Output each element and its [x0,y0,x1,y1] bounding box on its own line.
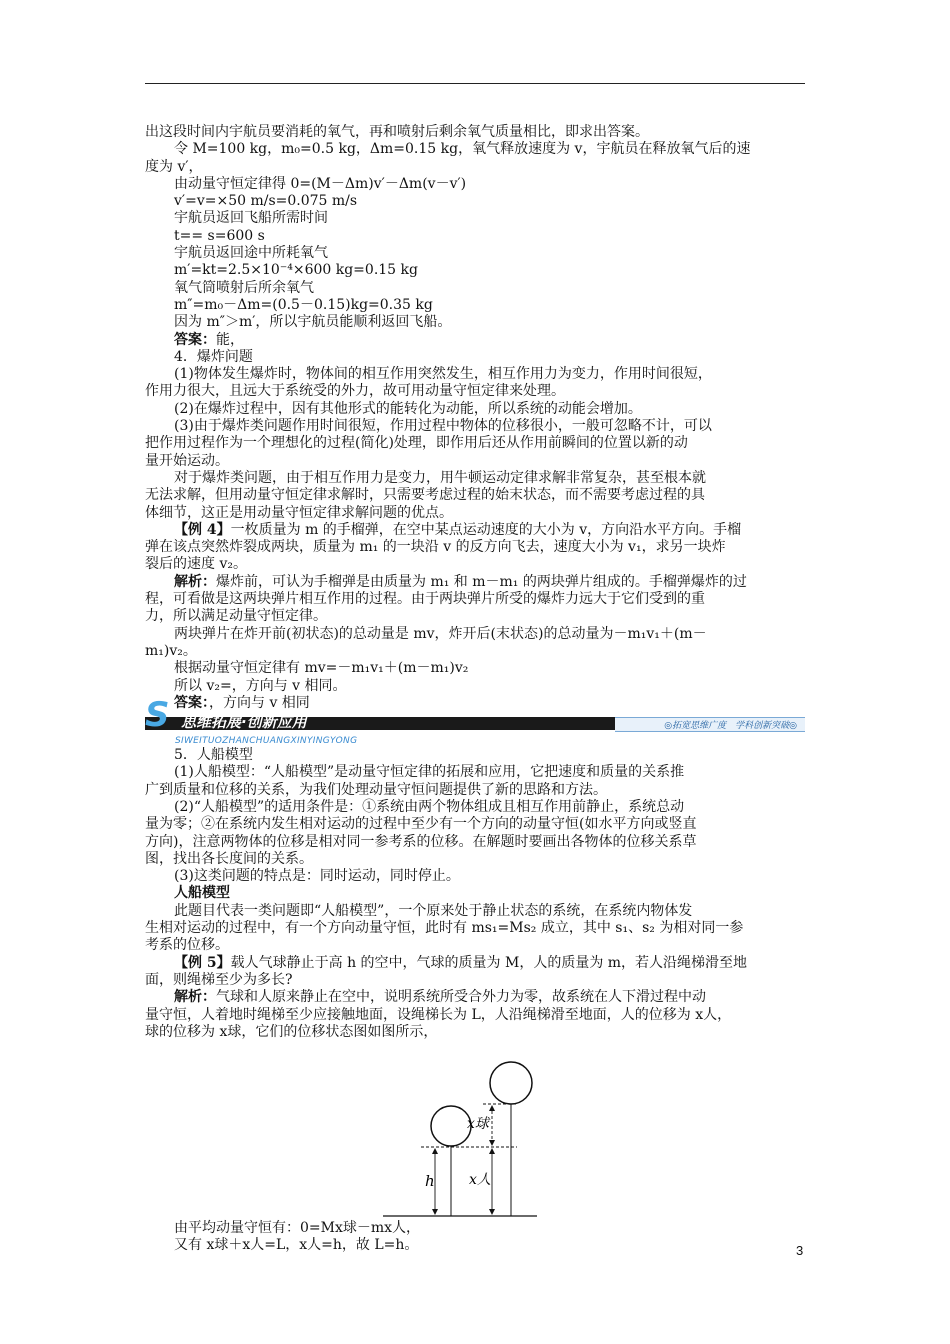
analysis-text: 爆炸前，可认为手榴弹是由质量为 m₁ 和 m－m₁ 的两块弹片组成的。手榴弹爆炸的过 [216,573,747,590]
text-line: 度为 v′， [145,158,203,175]
text-line: 作用力很大，且远大于系统受的外力，故可用动量守恒定律来处理。 [145,383,565,400]
text-line: 宇航员返回飞船所需时间 [174,210,328,227]
text-line: 由平均动量守恒有：0=Mx球－mx人， [174,1220,421,1237]
arrow-head [489,1148,495,1154]
example-text: 一枚质量为 m 的手榴弹，在空中某点运动速度的大小为 v，方向沿水平方向。手榴 [230,521,742,538]
text-line: 面，则绳梯至少为多长? [145,971,293,988]
text-line: 出这段时间内宇航员要消耗的氧气，再和喷射后剩余氧气质量相比，即求出答案。 [145,124,649,140]
answer-label: 答案： [174,331,216,348]
example-line [145,955,805,972]
text-line: 令 M=100 kg，m₀=0.5 kg，Δm=0.15 kg，氧气释放速度为 v，宇航员在释放氧气后的速 [174,141,751,158]
analysis-line [145,574,805,591]
text-line: 把作用过程作为一个理想化的过程(简化)处理，即作用后还从作用前瞬间的位置以新的动 [145,435,688,452]
text-line: 量为零；②在系统内发生相对运动的过程中至少有一个方向的动量守恒(如水平方向或竖直 [145,816,697,833]
example-label: 【例 4】 [174,521,231,538]
text-line: 根据动量守恒定律有 mv=－m₁v₁＋(m－m₁)v₂ [174,660,469,677]
analysis-label: 解析： [174,573,216,590]
arrow-head [432,1209,438,1215]
text-line: 力，所以满足动量守恒定律。 [145,608,327,625]
analysis-line [145,989,805,1006]
header-rule [145,83,805,84]
text-line: 对于爆炸类问题，由于相互作用力是变力，用牛顿运动定律求解非常复杂，甚至根本就 [174,469,706,486]
arrow-head [489,1105,495,1111]
text-line: 球的位移为 x球，它们的位移状态图如图所示， [145,1023,438,1040]
balloon-figure [145,1044,805,1220]
text-line: 所以 v₂=，方向与 v 相同。 [174,677,347,694]
text-line: (1)人船模型：“人船模型”是动量守恒定律的拓展和应用，它把速度和质量的关系推 [174,764,685,781]
text-line: 又有 x球＋x人=L，x人=h，故 L=h。 [174,1237,419,1254]
text-line: 宇航员返回途中所耗氧气 [174,245,328,262]
text-line: 图，找出各长度间的关系。 [145,850,313,867]
text-line: m₁)v₂。 [145,642,197,659]
text-line: (3)这类问题的特点是：同时运动，同时停止。 [174,868,460,885]
section-heading: 5．人船模型 [174,747,253,764]
text-line: 量守恒，人着地时绳梯至少应接触地面，设绳梯长为 L，人沿绳梯滑至地面，人的位移为 x人， [145,1006,732,1023]
answer-text: ，方向与 v 相同 [209,694,310,711]
banner-title: 思维拓展·创新应用 [181,713,307,732]
text-line: 生相对运动的过程中，有一个方向动量守恒，此时有 ms₁=Ms₂ 成立，其中 s₁、s₂ 为相对同一参 [145,920,744,937]
section-heading: 4．爆炸问题 [174,348,253,365]
text-line: 因为 m″＞m′，所以宇航员能顺利返回飞船。 [174,314,452,331]
text-line: t== s=600 s [174,227,265,244]
text-line: 程，可看做是这两块弹片相互作用的过程。由于两块弹片所受的爆炸力远大于它们受到的重 [145,591,705,608]
analysis-text: 气球和人原来静止在空中，说明系统所受合外力为零，故系统在人下滑过程中动 [216,989,706,1006]
text-line: (2)“人船模型”的适用条件是：①系统由两个物体组成且相互作用前静止，系统总动 [174,798,685,815]
answer-line [145,695,805,712]
page-number: 3 [796,1243,804,1258]
analysis-label: 解析： [174,989,216,1006]
text-line: (1)物体发生爆炸时，物体间的相互作用突然发生，相互作用力为变力，作用时间很短， [174,366,712,383]
arrow-head [489,1140,495,1146]
text-line: 方向)，注意两物体的位移是相对同一参考系的位移。在解题时要画出各物体的位移关系草 [145,833,697,850]
text-line: 无法求解，但用动量守恒定律求解时，只需要考虑过程的始末状态，而不需要考虑过程的具 [145,487,705,504]
text-line: v′=v=×50 m/s=0.075 m/s [174,193,358,210]
example-text: 载人气球静止于高 h 的空中，气球的质量为 M，人的质量为 m，若人沿绳梯滑至地 [230,954,748,971]
answer-label: 答案： [174,694,209,711]
banner-slogan: ◎拓宽思维广度 学科创新突破◎ [664,721,797,732]
text-line: 两块弹片在炸开前(初状态)的总动量是 mv，炸开后(末状态)的总动量为－m₁v₁＋(m－ [174,625,707,642]
text-line: m″=m₀－Δm=(0.5－0.15)kg=0.35 kg [174,296,433,313]
answer-line [145,332,805,349]
balloon-diagram [145,1044,805,1220]
text-line: 弹在该点突然炸裂成两块，质量为 m₁ 的一块沿 v 的反方向飞去，速度大小为 v₁，求另一块炸 [145,539,726,556]
answer-text: 能， [216,331,244,348]
text-line: 此题目代表一类问题即“人船模型”，一个原来处于静止状态的系统，在系统内物体发 [174,902,693,919]
banner-pinyin: SIWEITUOZHANCHUANGXINYINGYONG [175,736,358,747]
text-line: 裂后的速度 v₂。 [145,556,247,573]
arrow-head [489,1209,495,1215]
banner-letter: S [145,695,170,736]
rule-heading: 人船模型 [174,885,230,902]
text-line: 由动量守恒定律得 0=(M－Δm)v′－Δm(v－v′) [174,175,467,192]
text-line: m′=kt=2.5×10⁻⁴×600 kg=0.15 kg [174,262,418,279]
text-line: 量开始运动。 [145,452,229,469]
label-x-person: x人 [469,1172,491,1189]
arrow-head [432,1148,438,1154]
text-line: 氧气筒喷射后所余氧气 [174,279,314,296]
text-line: 广到质量和位移的关系，为我们处理动量守恒问题提供了新的思路和方法。 [145,781,607,798]
label-h: h [425,1172,435,1191]
label-x-ball: x球 [467,1116,489,1133]
page-content [145,124,805,1255]
example-line [145,522,805,539]
text-line: (2)在爆炸过程中，因有其他形式的能转化为动能，所以系统的动能会增加。 [174,400,642,417]
text-line: 考系的位移。 [145,937,229,954]
balloon-low [431,1106,471,1146]
balloon-high [490,1062,532,1104]
text-line: (3)由于爆炸类问题作用时间很短，作用过程中物体的位移很小，一般可忽略不计，可以 [174,418,712,435]
example-label: 【例 5】 [174,954,231,971]
text-line: 体细节，这正是用动量守恒定律求解问题的优点。 [145,504,453,521]
